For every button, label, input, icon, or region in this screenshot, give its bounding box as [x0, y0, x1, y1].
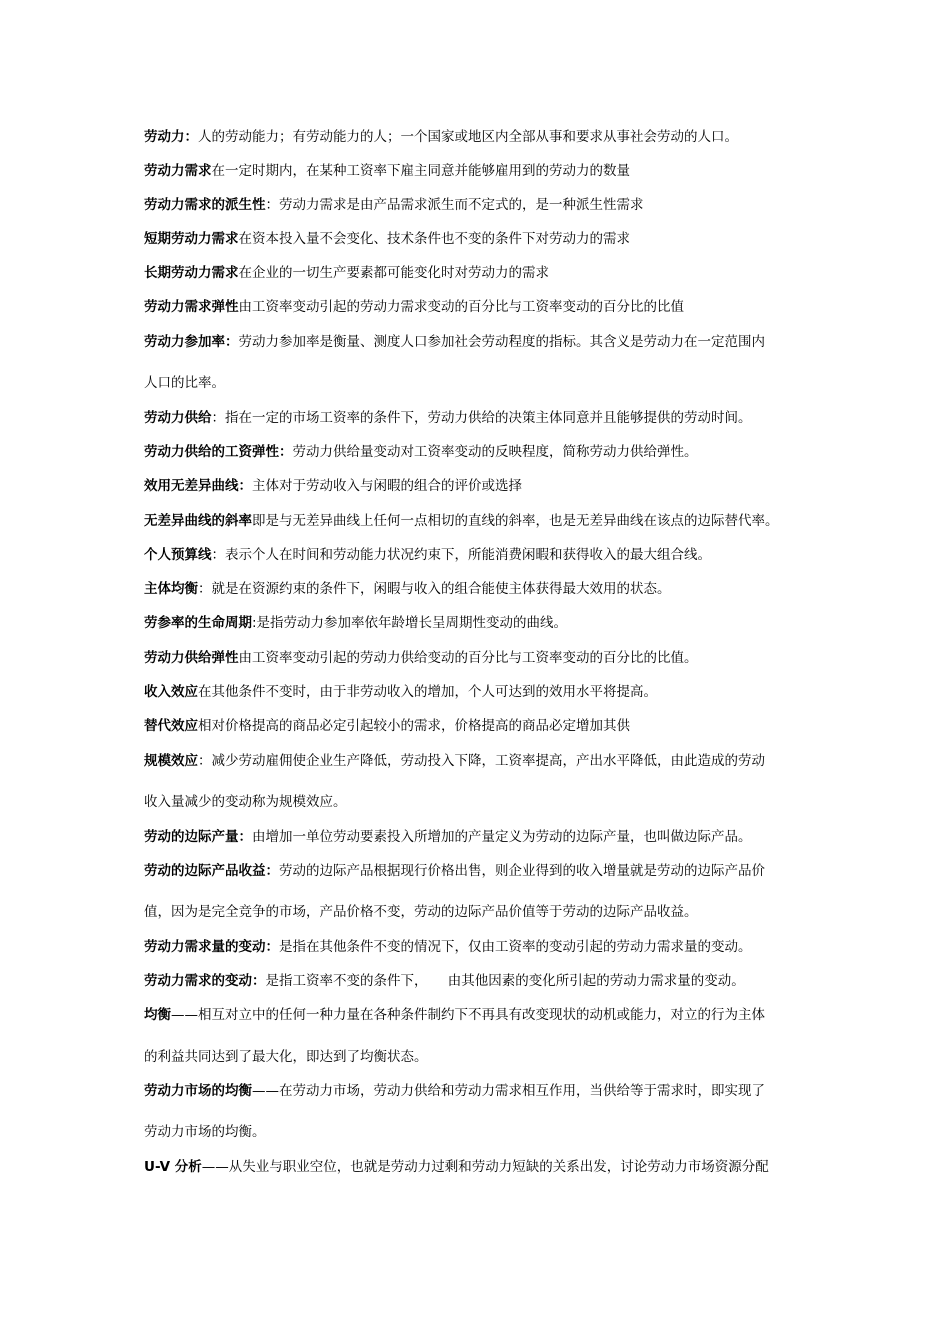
term: 劳参率的生命周期	[144, 615, 252, 631]
term: 个人预算线	[144, 547, 212, 563]
definition: 即是与无差异曲线上任何一点相切的直线的斜率，也是无差异曲线在该点的边际替代率。	[252, 513, 779, 529]
definition: 劳动力供给量变动对工资率变动的反映程度，简称劳动力供给弹性。	[292, 444, 698, 460]
entry-equilibrium-cont	[144, 1046, 834, 1068]
entry-subject-equilibrium	[144, 578, 834, 600]
term: 收入效应	[144, 684, 198, 700]
entry-quantity-demanded-change	[144, 936, 834, 958]
entry-equilibrium	[144, 1004, 834, 1026]
definition: ——从失业与职业空位，也就是劳动力过剩和劳动力短缺的关系出发，讨论劳动力市场资源分配	[201, 1159, 769, 1175]
entry-labor-force	[144, 126, 834, 148]
definition: 由增加一单位劳动要素投入所增加的产量定义为劳动的边际产量，也叫做边际产品。	[252, 829, 752, 845]
term: 劳动力供给弹性	[144, 650, 239, 666]
entry-labor-supply	[144, 407, 834, 429]
entry-life-cycle	[144, 612, 834, 634]
definition: 收入量减少的变动称为规模效应。	[144, 794, 347, 810]
definition: 劳动力参加率是衡量、测度人口参加社会劳动程度的指标。其含义是劳动力在一定范围内	[238, 334, 765, 350]
definition: 劳动的边际产品根据现行价格出售，则企业得到的收入增量就是劳动的边际产品价	[279, 863, 765, 879]
entry-marginal-revenue	[144, 860, 834, 882]
term: 劳动力供给的工资弹性：	[144, 444, 293, 460]
definition: 值，因为是完全竞争的市场，产品价格不变，劳动的边际产品价值等于劳动的边际产品收益。	[144, 904, 698, 920]
definition: :是指劳动力参加率依年龄增长呈周期性变动的曲线。	[252, 615, 568, 631]
entry-budget-line	[144, 544, 834, 566]
entry-derived-demand	[144, 194, 834, 216]
definition: 在企业的一切生产要素都可能变化时对劳动力的需求	[238, 265, 549, 281]
entry-short-run-demand	[144, 228, 834, 250]
definition: 相对价格提高的商品必定引起较小的需求，价格提高的商品必定增加其供	[198, 718, 630, 734]
definition: 在其他条件不变时，由于非劳动收入的增加，个人可达到的效用水平将提高。	[198, 684, 657, 700]
term: 劳动的边际产品收益：	[144, 863, 279, 879]
definition: ：减少劳动雇佣使企业生产降低，劳动投入下降，工资率提高，产出水平降低，由此造成的劳动	[198, 753, 765, 769]
entry-market-equilibrium	[144, 1080, 834, 1102]
definition: 由工资率变动引起的劳动力供给变动的百分比与工资率变动的百分比的比值。	[238, 650, 698, 666]
definition: 人的劳动能力；有劳动能力的人；一个国家或地区内全部从事和要求从事社会劳动的人口。	[198, 129, 738, 145]
definition: ：劳动力需求是由产品需求派生而不定式的，是一种派生性需求	[265, 197, 644, 213]
entry-indifference-curve	[144, 475, 834, 497]
entry-demand-change	[144, 970, 834, 992]
term: 劳动力需求的变动：	[144, 973, 266, 989]
term: 劳动力需求	[144, 163, 212, 179]
entry-curve-slope	[144, 510, 834, 532]
term: 劳动力需求弹性	[144, 299, 239, 315]
entry-long-run-demand	[144, 262, 834, 284]
term: 劳动力参加率：	[144, 334, 239, 350]
entry-scale-effect-cont	[144, 791, 834, 813]
term: U-V 分析	[144, 1159, 202, 1175]
term: 无差异曲线的斜率	[144, 513, 252, 529]
term: 劳动力需求量的变动：	[144, 939, 279, 955]
term: 短期劳动力需求	[144, 231, 239, 247]
term: 劳动力：	[144, 129, 198, 145]
definition: 人口的比率。	[144, 375, 225, 391]
definition: 由工资率变动引起的劳动力需求变动的百分比与工资率变动的百分比的比值	[238, 299, 684, 315]
entry-labor-demand	[144, 160, 834, 182]
definition: 的利益共同达到了最大化，即达到了均衡状态。	[144, 1049, 428, 1065]
term: 均衡	[144, 1007, 171, 1023]
definition: 是指在其他条件不变的情况下，仅由工资率的变动引起的劳动力需求量的变动。	[279, 939, 752, 955]
term: 效用无差异曲线：	[144, 478, 252, 494]
definition: 在一定时期内，在某种工资率下雇主同意并能够雇用到的劳动力的数量	[211, 163, 630, 179]
entry-income-effect	[144, 681, 834, 703]
definition: ——在劳动力市场，劳动力供给和劳动力需求相互作用，当供给等于需求时，即实现了	[252, 1083, 765, 1099]
term: 劳动力供给	[144, 410, 212, 426]
entry-marginal-revenue-cont	[144, 901, 834, 923]
term: 规模效应	[144, 753, 198, 769]
definition: 是指工资率不变的条件下， 由其他因素的变化所引起的劳动力需求量的变动。	[265, 973, 745, 989]
term: 劳动力需求的派生性	[144, 197, 266, 213]
entry-market-equilibrium-cont	[144, 1121, 834, 1143]
definition: 在资本投入量不会变化、技术条件也不变的条件下对劳动力的需求	[238, 231, 630, 247]
entry-demand-elasticity	[144, 296, 834, 318]
definition: 劳动力市场的均衡。	[144, 1124, 266, 1140]
term: 替代效应	[144, 718, 198, 734]
definition: ：指在一定的市场工资率的条件下，劳动力供给的决策主体同意并且能够提供的劳动时间。	[211, 410, 752, 426]
entry-uv-analysis	[144, 1156, 834, 1178]
entry-scale-effect	[144, 750, 834, 772]
definition: ——相互对立中的任何一种力量在各种条件制约下不再具有改变现状的动机或能力，对立的行为主体	[171, 1007, 765, 1023]
definition: ：就是在资源约束的条件下，闲暇与收入的组合能使主体获得最大效用的状态。	[198, 581, 671, 597]
entry-substitution-effect	[144, 715, 834, 737]
entry-participation-rate-cont	[144, 372, 834, 394]
entry-supply-elasticity	[144, 647, 834, 669]
definition: 主体对于劳动收入与闲暇的组合的评价或选择	[252, 478, 522, 494]
entry-participation-rate	[144, 331, 834, 353]
definition: ：表示个人在时间和劳动能力状况约束下，所能消费闲暇和获得收入的最大组合线。	[211, 547, 711, 563]
entry-marginal-product	[144, 826, 834, 848]
term: 主体均衡	[144, 581, 198, 597]
term: 长期劳动力需求	[144, 265, 239, 281]
term: 劳动的边际产量：	[144, 829, 252, 845]
entry-wage-elasticity	[144, 441, 834, 463]
term: 劳动力市场的均衡	[144, 1083, 252, 1099]
